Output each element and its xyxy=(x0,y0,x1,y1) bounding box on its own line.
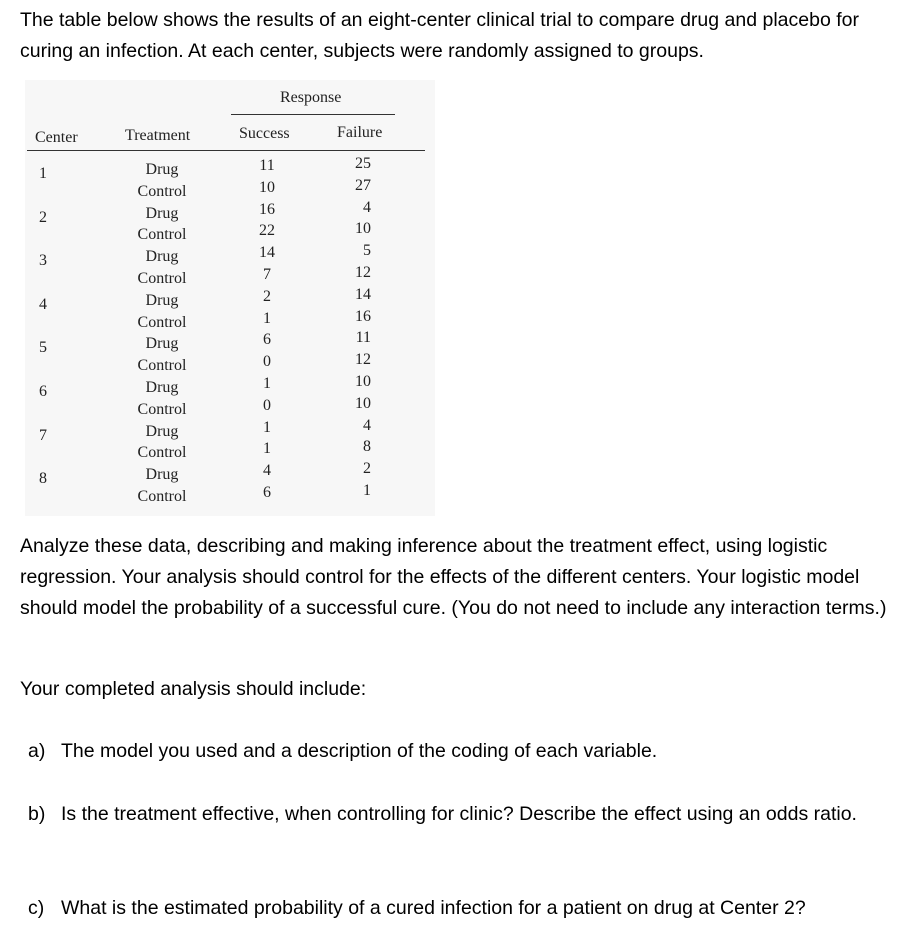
cell-success: 14 xyxy=(259,244,275,262)
cell-failure: 5 xyxy=(363,242,371,260)
cell-failure: 12 xyxy=(355,351,371,369)
cell-failure: 16 xyxy=(355,307,371,325)
question-c-letter: c) xyxy=(28,897,45,919)
cell-success: 0 xyxy=(263,353,271,371)
cell-success: 6 xyxy=(263,331,271,349)
header-rule xyxy=(27,150,425,151)
completed-analysis-label: Your completed analysis should include: xyxy=(20,678,367,700)
cell-failure: 12 xyxy=(355,264,371,281)
cell-success: 4 xyxy=(263,462,271,480)
cell-failure: 10 xyxy=(355,373,371,390)
response-rule xyxy=(231,114,395,115)
question-a-text: The model you used and a description of the coding of each variable. xyxy=(61,740,658,762)
cell-treatment: Drug xyxy=(145,379,179,396)
cell-center: 1 xyxy=(39,165,47,182)
col-header-success: Success xyxy=(239,125,290,142)
cell-success: 1 xyxy=(263,418,271,436)
cell-failure: 25 xyxy=(355,155,371,172)
response-header: Response xyxy=(280,89,342,106)
question-b-letter: b) xyxy=(28,803,46,825)
question-a-letter: a) xyxy=(28,740,46,762)
cell-failure: 10 xyxy=(355,394,371,412)
cell-center: 3 xyxy=(39,252,47,270)
cell-treatment: Control xyxy=(137,357,187,375)
cell-failure: 14 xyxy=(355,285,371,303)
cell-center: 8 xyxy=(39,470,47,488)
cell-success: 1 xyxy=(263,309,271,327)
cell-treatment: Control xyxy=(137,270,187,287)
cell-failure: 4 xyxy=(363,416,371,434)
cell-treatment: Control xyxy=(137,313,187,331)
cell-success: 7 xyxy=(263,266,271,283)
cell-failure: 4 xyxy=(363,198,371,216)
cell-success: 1 xyxy=(263,440,271,458)
cell-treatment: Drug xyxy=(145,291,179,309)
cell-center: 5 xyxy=(39,339,47,357)
cell-success: 22 xyxy=(259,222,275,240)
cell-success: 1 xyxy=(263,375,271,392)
cell-failure: 10 xyxy=(355,220,371,238)
cell-treatment: Drug xyxy=(145,335,179,353)
cell-failure: 1 xyxy=(363,482,371,499)
question-c-text: What is the estimated probability of a cured infection for a patient on drug at Center 2? xyxy=(61,897,806,919)
cell-success: 6 xyxy=(263,484,271,501)
cell-success: 11 xyxy=(259,157,275,174)
analyze-paragraph: Analyze these data, describing and making inference about the treatment effect, using logistic regression. Your analysis should control for the effects of the different centers. Your logistic model should model the probability of a successful cure. (You do not need to include any interaction terms.) xyxy=(20,535,887,619)
cell-failure: 2 xyxy=(363,460,371,478)
col-header-treatment: Treatment xyxy=(125,127,191,144)
cell-treatment: Drug xyxy=(145,466,179,484)
cell-failure: 8 xyxy=(363,438,371,456)
cell-success: 2 xyxy=(263,287,271,305)
cell-center: 7 xyxy=(39,426,47,444)
cell-success: 0 xyxy=(263,396,271,414)
cell-treatment: Control xyxy=(137,488,187,505)
intro-paragraph: The table below shows the results of an eight-center clinical trial to compare drug and placebo for curing an infection. At each center, subjects were randomly assigned to groups. xyxy=(20,9,859,62)
trial-results-table xyxy=(25,80,435,516)
cell-center: 2 xyxy=(39,208,47,226)
cell-treatment: Control xyxy=(137,182,187,200)
cell-center: 6 xyxy=(39,383,47,400)
col-header-failure: Failure xyxy=(337,124,383,141)
cell-treatment: Control xyxy=(137,400,187,418)
cell-treatment: Drug xyxy=(145,248,179,266)
cell-success: 16 xyxy=(259,200,275,218)
cell-treatment: Drug xyxy=(145,204,179,222)
cell-treatment: Drug xyxy=(145,422,179,440)
cell-success: 10 xyxy=(259,178,275,196)
cell-treatment: Control xyxy=(137,444,187,462)
cell-treatment: Control xyxy=(137,226,187,244)
cell-failure: 27 xyxy=(355,176,371,194)
cell-treatment: Drug xyxy=(145,161,179,178)
question-b-text: Is the treatment effective, when controlling for clinic? Describe the effect using an odds ratio. xyxy=(61,803,857,825)
cell-failure: 11 xyxy=(355,329,371,347)
cell-center: 4 xyxy=(39,295,47,313)
col-header-center: Center xyxy=(35,129,78,146)
